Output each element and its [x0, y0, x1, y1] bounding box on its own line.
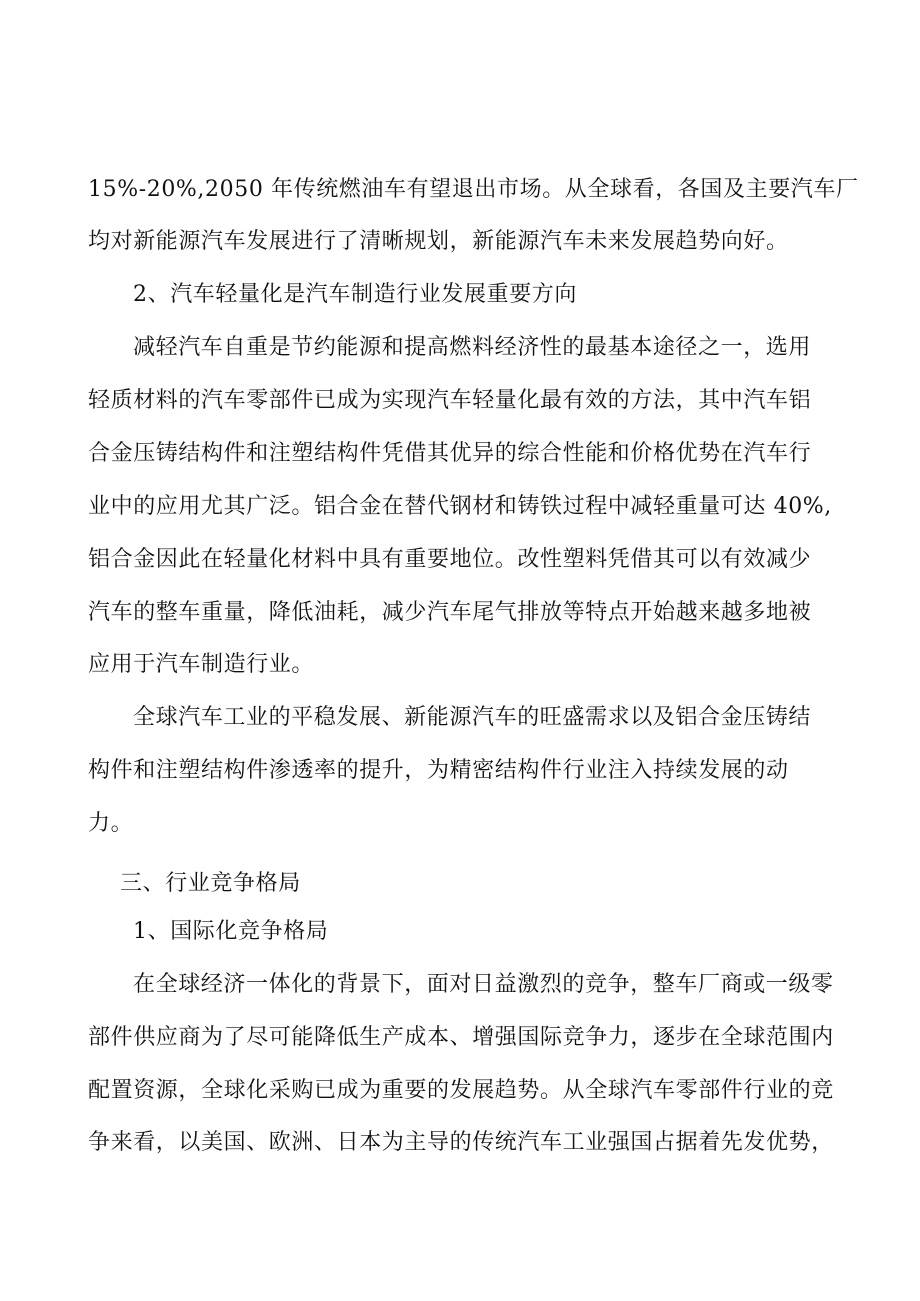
- paragraph-line: 汽车的整车重量，降低油耗，减少汽车尾气排放等特点开始越来越多地被: [88, 600, 812, 625]
- paragraph-line: 减轻汽车自重是节约能源和提高燃料经济性的最基本途径之一，选用: [133, 335, 812, 360]
- paragraph-line: 业中的应用尤其广泛。铝合金在替代钢材和铸铁过程中减轻重量可达 40%,: [88, 494, 832, 519]
- paragraph-line: 轻质材料的汽车零部件已成为实现汽车轻量化最有效的方法，其中汽车铝: [88, 388, 812, 413]
- paragraph-line: 15%-20%,2050 年传统燃油车有望退出市场。从全球看，各国及主要汽车厂: [88, 177, 859, 202]
- paragraph-line: 构件和注塑结构件渗透率的提升，为精密结构件行业注入持续发展的动: [88, 758, 789, 783]
- paragraph-line: 均对新能源汽车发展进行了清晰规划，新能源汽车未来发展趋势向好。: [88, 229, 789, 254]
- paragraph-line: 力。: [88, 811, 134, 836]
- section-heading: 2、汽车轻量化是汽车制造行业发展重要方向: [133, 282, 577, 307]
- section-heading: 三、行业竞争格局: [120, 871, 301, 896]
- subsection-heading: 1、国际化竞争格局: [133, 919, 329, 944]
- paragraph-line: 配置资源，全球化采购已成为重要的发展趋势。从全球汽车零部件行业的竞: [88, 1078, 834, 1103]
- paragraph-line: 在全球经济一体化的背景下，面对日益激烈的竞争，整车厂商或一级零: [133, 972, 834, 997]
- paragraph-line: 铝合金因此在轻量化材料中具有重要地位。改性塑料凭借其可以有效减少: [88, 547, 812, 572]
- paragraph-line: 争来看，以美国、欧洲、日本为主导的传统汽车工业强国占据着先发优势，: [88, 1130, 834, 1155]
- paragraph-line: 应用于汽车制造行业。: [88, 652, 315, 677]
- paragraph-line: 全球汽车工业的平稳发展、新能源汽车的旺盛需求以及铝合金压铸结: [133, 705, 812, 730]
- paragraph-line: 部件供应商为了尽可能降低生产成本、增强国际竞争力，逐步在全球范围内: [88, 1025, 834, 1050]
- paragraph-line: 合金压铸结构件和注塑结构件凭借其优异的综合性能和价格优势在汽车行: [88, 441, 812, 466]
